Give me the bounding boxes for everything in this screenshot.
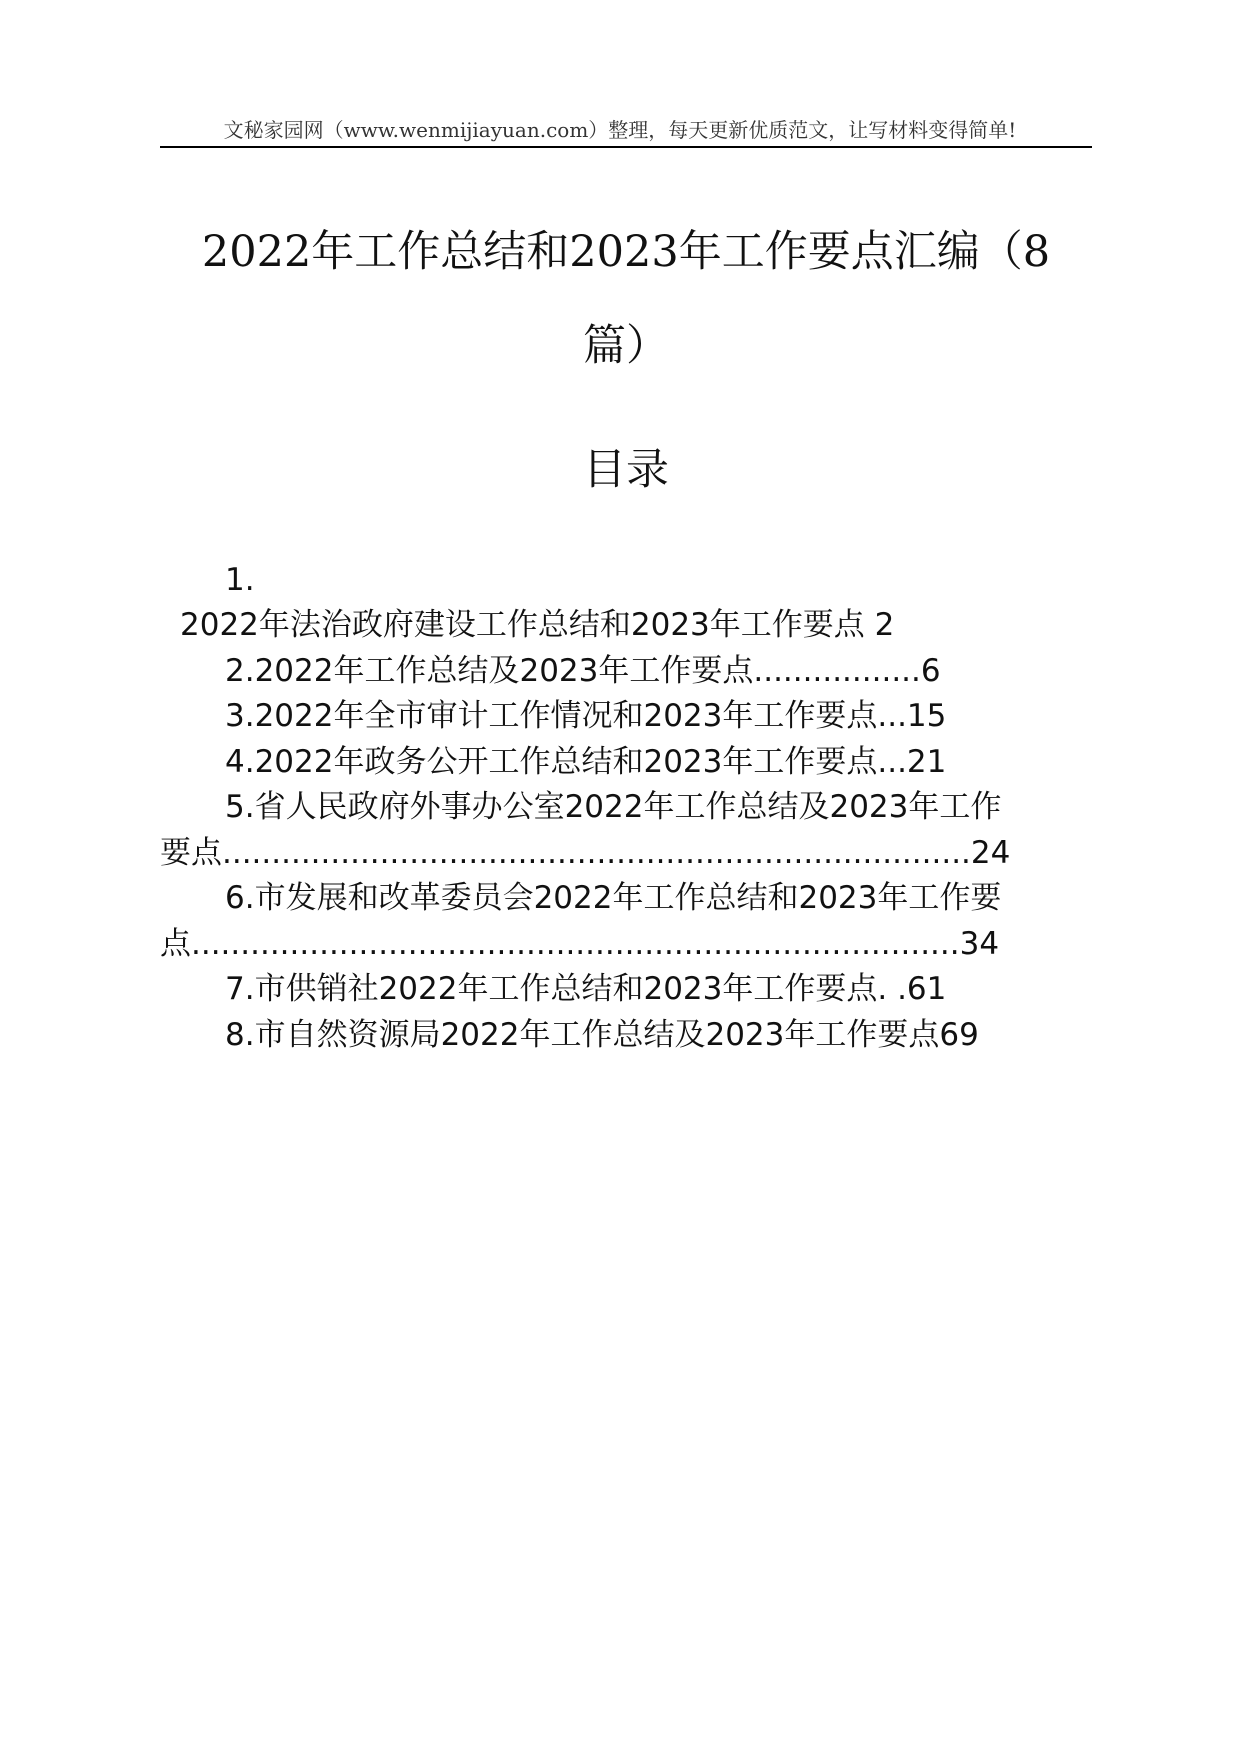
toc-entry-5[interactable]: 5.省人民政府外事办公室2022年工作总结及2023年工作	[225, 789, 1002, 825]
toc-entry-6[interactable]: 6.市发展和改革委员会2022年工作总结和2023年工作要	[225, 880, 1002, 916]
toc-entry-7[interactable]: 7.市供销社2022年工作总结和2023年工作要点. .61	[225, 971, 947, 1007]
toc-entry-6-continuation[interactable]: 点..............................................................................34	[160, 926, 1000, 962]
document-title-line-2: 篇）	[583, 321, 669, 371]
document-title-line-1: 2022年工作总结和2023年工作要点汇编（8	[201, 227, 1051, 277]
header-note: 文秘家园网（www.wenmijiayuan.com）整理，每天更新优质范文，让写材料变得简单!	[223, 118, 1017, 142]
toc-entry-3[interactable]: 3.2022年全市审计工作情况和2023年工作要点...15	[225, 698, 947, 734]
document-title	[160, 205, 1092, 393]
toc-entry-1-number[interactable]: 1.	[225, 562, 255, 598]
toc-entry-4[interactable]: 4.2022年政务公开工作总结和2023年工作要点...21	[225, 744, 947, 780]
toc-entry-1[interactable]: 2022年法治政府建设工作总结和2023年工作要点 2	[180, 607, 895, 643]
toc-entry-2[interactable]: 2.2022年工作总结及2023年工作要点.................6	[225, 653, 941, 689]
toc-entry-8[interactable]: 8.市自然资源局2022年工作总结及2023年工作要点69	[225, 1017, 979, 1053]
toc-entry-5-continuation[interactable]: 要点............................................................................24	[160, 835, 1011, 871]
toc-heading: 目录	[583, 445, 669, 495]
header-divider	[160, 146, 1092, 148]
